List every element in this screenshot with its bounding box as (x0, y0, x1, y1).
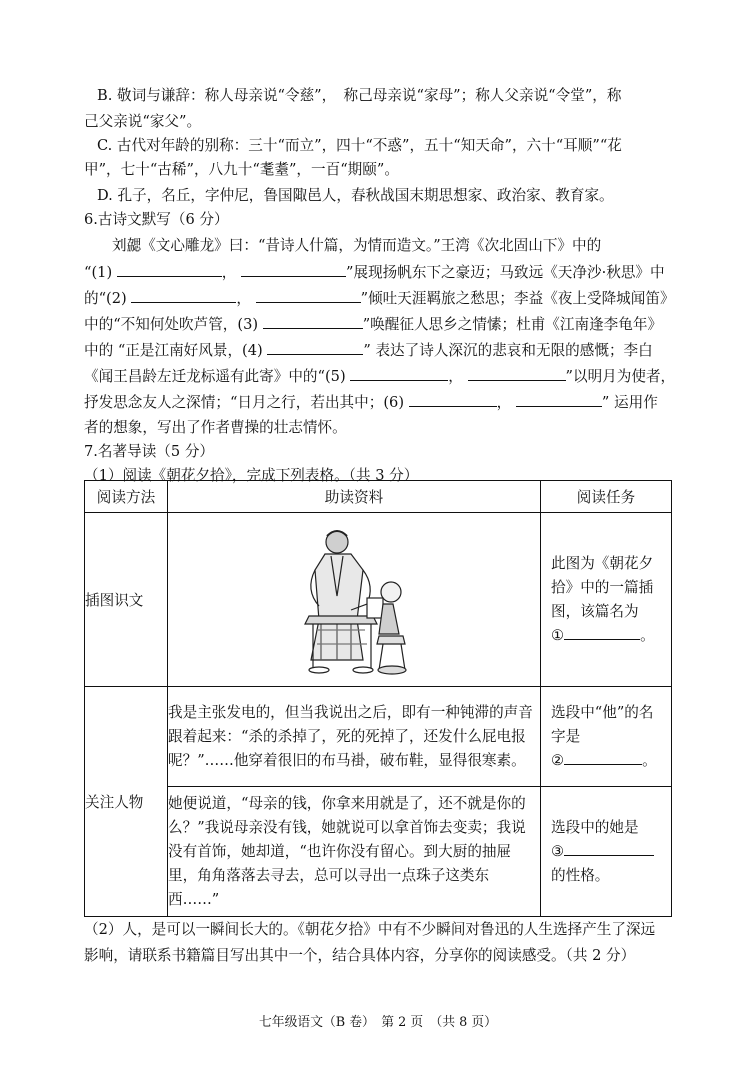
q5-option-c-line1: C. 古代对年龄的别称：三十“而立”，四十“不惑”，五十“知天命”，六十“耳顺”“花 (97, 137, 622, 154)
q6-line3-a: 的“(2) (84, 290, 127, 307)
method-character: 关注人物 (85, 687, 168, 917)
header-method: 阅读方法 (85, 481, 168, 513)
task3-end: 的性格。 (551, 866, 610, 884)
task2-cell (541, 687, 672, 787)
task2-end: 。 (642, 751, 657, 769)
q6-line2-a: “(1) (84, 264, 113, 281)
q7-title: 7.名著导读（5 分） (84, 443, 215, 460)
task1-line3: 图，该篇名为 (551, 602, 639, 620)
task2-blank[interactable] (564, 750, 642, 765)
q6-blank-1a[interactable] (117, 262, 222, 277)
q6-line6-b: ， (448, 368, 463, 385)
q6-line8: 者的想象，写出了作者曹操的壮志情怀。 (84, 419, 347, 436)
teacher-and-child-illustration-icon (279, 520, 429, 680)
q6-title: 6.古诗文默写（6 分） (84, 211, 229, 228)
task2-answer-line (541, 749, 671, 773)
q5-option-d: D. 孔子，名丘，字仲尼，鲁国陬邑人，春秋战国末期思想家、政治家、教育家。 (97, 187, 614, 204)
task3-cell (541, 787, 672, 917)
q5-option-c-line2: 甲”，七十“古稀”，八九十“耄耋”，一百“期颐”。 (84, 161, 399, 178)
q6-line2-c: ”展现扬帆东下之豪迈；马致远《天净沙·秋思》中 (346, 264, 665, 281)
q6-blank-2b[interactable] (256, 288, 361, 303)
q6-line3 (84, 288, 675, 309)
task2-line2: 字是 (551, 727, 581, 745)
q6-blank-5a[interactable] (350, 366, 448, 381)
page-footer: 七年级语文（B 卷） 第 2 页 （共 8 页） (259, 1015, 497, 1030)
q6-line5 (84, 340, 653, 361)
illustration-cell (168, 513, 541, 687)
q6-line4-b: ”唤醒征人思乡之情愫；杜甫《江南逢李龟年》 (362, 316, 663, 333)
q6-line7-c: ” 运用作 (601, 394, 658, 411)
task1-cell (541, 513, 672, 687)
q6-blank-4[interactable] (267, 340, 363, 355)
task1-line2: 拾》中的一篇插 (551, 578, 654, 596)
q6-line5-a: 中的 “正是江南好风景，(4) (84, 342, 263, 359)
q6-blank-6a[interactable] (409, 392, 497, 407)
q6-blank-3[interactable] (263, 314, 363, 329)
q6-line6-a: 《闻王昌龄左迁龙标遥有此寄》中的“(5) (84, 368, 346, 385)
q7-sub2-line1: （2）人，是可以一瞬间长大的。《朝花夕拾》中有不少瞬间对鲁迅的人生选择产生了深远 (84, 921, 656, 938)
q5-option-b-line2: 己父亲说“家父”。 (84, 113, 202, 130)
task3-number: ③ (551, 842, 565, 860)
task3-answer-line (541, 840, 671, 864)
table-row (85, 513, 672, 687)
header-task: 阅读任务 (541, 481, 672, 513)
table-header-row (85, 481, 672, 513)
q6-line5-b: ” 表达了诗人深沉的悲哀和无限的感慨；李白 (363, 342, 653, 359)
passage-3: 她便说道，“母亲的钱，你拿来用就是了，还不就是你的么？”我说母亲没有钱，她就说可以拿首饰去变卖；我说没有首饰，她却道，“也许你没有留心。到大厨的抽屉里，角角落落去寻去，总可以寻出一点珠子这类东西……” (168, 787, 541, 917)
q6-line3-c: ”倾吐天涯羁旅之愁思；李益《夜上受降城闻笛》 (360, 290, 675, 307)
passage-2: 我是主张发电的，但当我说出之后，即有一种钝滞的声音跟着起来：“杀的杀掉了，死的死掉了，还发什么屁电报呢？”……他穿着很旧的布马褂，破布鞋，显得很寒素。 (168, 687, 541, 787)
q7-sub1: （1）阅读《朝花夕拾》，完成下列表格。（共 3 分） (84, 467, 419, 484)
q6-line2-b: ， (221, 264, 237, 281)
q6-line2 (84, 262, 665, 283)
task1-end: 。 (640, 626, 655, 644)
task3-blank[interactable] (564, 841, 654, 856)
task1-line1: 此图为《朝花夕 (551, 554, 654, 572)
task1-blank[interactable] (564, 625, 640, 640)
q6-line1: 刘勰《文心雕龙》曰：“昔诗人什篇，为情而造文。”王湾《次北固山下》中的 (112, 237, 602, 254)
q6-line4 (84, 314, 662, 335)
task2-number: ② (551, 751, 565, 769)
q5-option-b-line1: B. 敬词与谦辞：称人母亲说“令慈”， 称己母亲说“家母”；称人父亲说“令堂”，称 (97, 87, 622, 104)
task1-answer-line (541, 624, 671, 648)
q7-sub2-line2: 影响，请联系书籍篇目写出其中一个，结合具体内容，分享你的阅读感受。（共 2 分） (84, 947, 636, 964)
method-illustration: 插图识文 (85, 513, 168, 687)
q6-line4-a: 中的“不知何处吹芦管，(3) (84, 316, 259, 333)
task2-line1: 选段中“他”的名 (551, 703, 654, 721)
q6-blank-2a[interactable] (131, 288, 236, 303)
q6-line3-b: ， (236, 290, 251, 307)
q6-blank-6b[interactable] (516, 392, 602, 407)
q6-line7 (84, 392, 658, 413)
table-row (85, 787, 672, 917)
q6-blank-5b[interactable] (468, 366, 566, 381)
header-material: 助读资料 (168, 481, 541, 513)
q6-line7-a: 抒发思念友人之深情；“日月之行，若出其中；(6) (84, 394, 405, 411)
q6-line7-b: ， (496, 394, 512, 411)
reading-table (84, 480, 672, 917)
q6-blank-1b[interactable] (241, 262, 346, 277)
task3-line1: 选段中的她是 (551, 818, 639, 836)
q6-line6 (84, 366, 675, 387)
task1-number: ① (551, 626, 565, 644)
table-row (85, 687, 672, 787)
q6-line6-c: ”以明月为使者， (565, 368, 676, 385)
